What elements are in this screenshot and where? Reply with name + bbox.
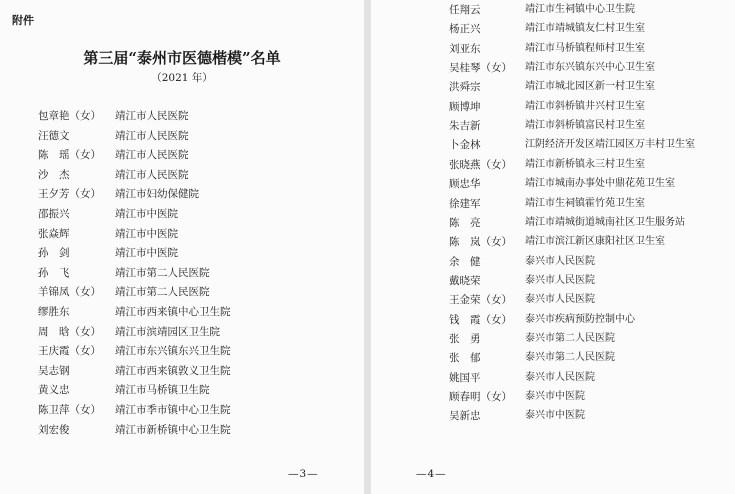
honoree-unit: 靖江市生祠镇中心卫生院	[525, 4, 635, 15]
page-number: —3—	[288, 468, 319, 480]
honoree-unit: 江阴经济开发区靖江园区万丰村卫生室	[525, 139, 695, 151]
honoree-name: 王夕芳（女）	[38, 188, 101, 201]
honoree-name: 钱 霞（女）	[449, 313, 512, 326]
honoree-name: 顾博坤	[449, 100, 481, 113]
honoree-unit: 靖江市中医院	[115, 208, 178, 220]
honoree-unit: 靖江市人民医院	[115, 149, 189, 162]
honoree-unit: 靖江市斜桥镇富民村卫生室	[525, 120, 645, 132]
honoree-unit: 靖江市第二人民医院	[115, 266, 210, 279]
honoree-unit: 泰兴市人民医院	[525, 255, 595, 267]
honoree-name: 沙 杰	[38, 168, 70, 181]
honoree-name: 朱吉新	[449, 120, 481, 133]
honoree-name: 吴新忠	[449, 410, 481, 423]
honoree-name: 缪胜东	[38, 306, 70, 318]
honoree-unit: 靖江市人民医院	[115, 129, 189, 142]
honoree-name: 孙 剑	[38, 247, 70, 260]
honoree-name: 周 晗（女）	[38, 325, 101, 338]
honoree-unit: 靖江市人民医院	[115, 168, 189, 181]
honoree-unit: 靖江市季市镇中心卫生院	[115, 404, 231, 416]
honoree-unit: 靖江市东兴镇东兴中心卫生室	[525, 62, 655, 74]
page-number: —4—	[416, 468, 447, 480]
honoree-name: 姚国平	[449, 371, 481, 384]
document-title: 第三届“泰州市医德楷模”名单	[83, 49, 281, 67]
honoree-unit: 靖江市新桥镇中心卫生院	[115, 423, 231, 436]
honoree-name: 张焱辉	[38, 227, 70, 240]
honoree-unit: 靖江市城南办事处中鼎花苑卫生室	[525, 178, 675, 190]
honoree-unit: 靖江市靖城街道城南社区卫生服务站	[525, 216, 685, 228]
honoree-unit: 泰兴市中医院	[525, 410, 585, 422]
honoree-unit: 靖江市马桥镇卫生院	[115, 384, 210, 397]
attachment-label: 附件	[12, 14, 34, 27]
honoree-unit: 靖江市新桥镇永三村卫生室	[525, 158, 645, 170]
honoree-name: 孙 飞	[38, 266, 70, 279]
honoree-unit: 泰兴市第二人民医院	[525, 352, 615, 364]
honoree-name: 杨正兴	[449, 23, 481, 36]
honoree-unit: 靖江市西来镇中心卫生院	[115, 306, 231, 318]
honoree-unit: 靖江市滨靖园区卫生院	[115, 325, 220, 338]
honoree-unit: 靖江市斜桥镇井兴村卫生室	[525, 100, 645, 112]
honoree-unit: 泰兴市疾病预防控制中心	[525, 313, 635, 325]
honoree-unit: 靖江市人民医院	[115, 110, 189, 122]
honoree-unit: 泰兴市中医院	[525, 391, 585, 402]
honoree-name: 陈卫萍（女）	[38, 404, 101, 416]
honoree-name: 陈 亮	[449, 216, 481, 229]
honoree-name: 顾忠华	[449, 178, 481, 191]
honoree-name: 吴志钢	[38, 364, 70, 377]
honoree-name: 余 健	[449, 255, 481, 268]
page-gutter	[364, 0, 371, 494]
honoree-name: 吴桂琴（女）	[449, 62, 512, 75]
honoree-unit: 靖江市生祠镇霍竹苑卫生室	[525, 197, 645, 209]
honoree-name: 任翔云	[449, 4, 481, 16]
honoree-name: 黄义忠	[38, 384, 70, 397]
honoree-name: 包章艳（女）	[38, 110, 101, 122]
honoree-unit: 靖江市妇幼保健院	[115, 188, 199, 201]
honoree-name: 王庆霞（女）	[38, 345, 101, 358]
honoree-name: 徐建军	[449, 197, 481, 210]
honoree-unit: 靖江市城北园区新一村卫生室	[525, 81, 655, 93]
honoree-name: 张 郁	[449, 352, 481, 365]
honoree-unit: 靖江市中医院	[115, 227, 178, 240]
honoree-name: 汪德文	[38, 129, 70, 142]
honoree-name: 陈 瑶（女）	[38, 149, 101, 162]
honoree-unit: 靖江市第二人民医院	[115, 286, 210, 299]
honoree-name: 刘宏俊	[38, 423, 70, 436]
honoree-name: 刘亚东	[449, 42, 481, 55]
document-year: （2021 年）	[151, 72, 213, 84]
honoree-unit: 泰兴市第二人民医院	[525, 332, 615, 344]
honoree-unit: 泰兴市人民医院	[525, 274, 595, 286]
honoree-unit: 泰兴市人民医院	[525, 371, 595, 383]
honoree-name: 卜金林	[449, 139, 481, 152]
honoree-name: 洪舜宗	[449, 81, 481, 94]
document-page-3	[0, 0, 364, 494]
honoree-name: 邵振兴	[38, 208, 70, 220]
honoree-name: 陈 岚（女）	[449, 236, 512, 249]
document-page-4	[371, 0, 735, 494]
honoree-name: 王金荣（女）	[449, 294, 512, 307]
honoree-unit: 靖江市靖城镇友仁村卫生室	[525, 23, 645, 35]
honoree-name: 张 勇	[449, 332, 481, 345]
honoree-unit: 靖江市滨江新区康阳社区卫生室	[525, 236, 665, 248]
honoree-unit: 靖江市中医院	[115, 247, 178, 260]
honoree-name: 羊锦凤（女）	[38, 286, 101, 299]
honoree-name: 戴晓荣	[449, 274, 481, 287]
honoree-unit: 靖江市西来镇敦义卫生院	[115, 364, 231, 377]
honoree-name: 顾春明（女）	[449, 391, 512, 403]
honoree-unit: 靖江市东兴镇东兴卫生院	[115, 345, 231, 358]
honoree-name: 张晓燕（女）	[449, 158, 512, 171]
honoree-unit: 靖江市马桥镇程师村卫生室	[525, 42, 645, 54]
honoree-unit: 泰兴市人民医院	[525, 294, 595, 306]
